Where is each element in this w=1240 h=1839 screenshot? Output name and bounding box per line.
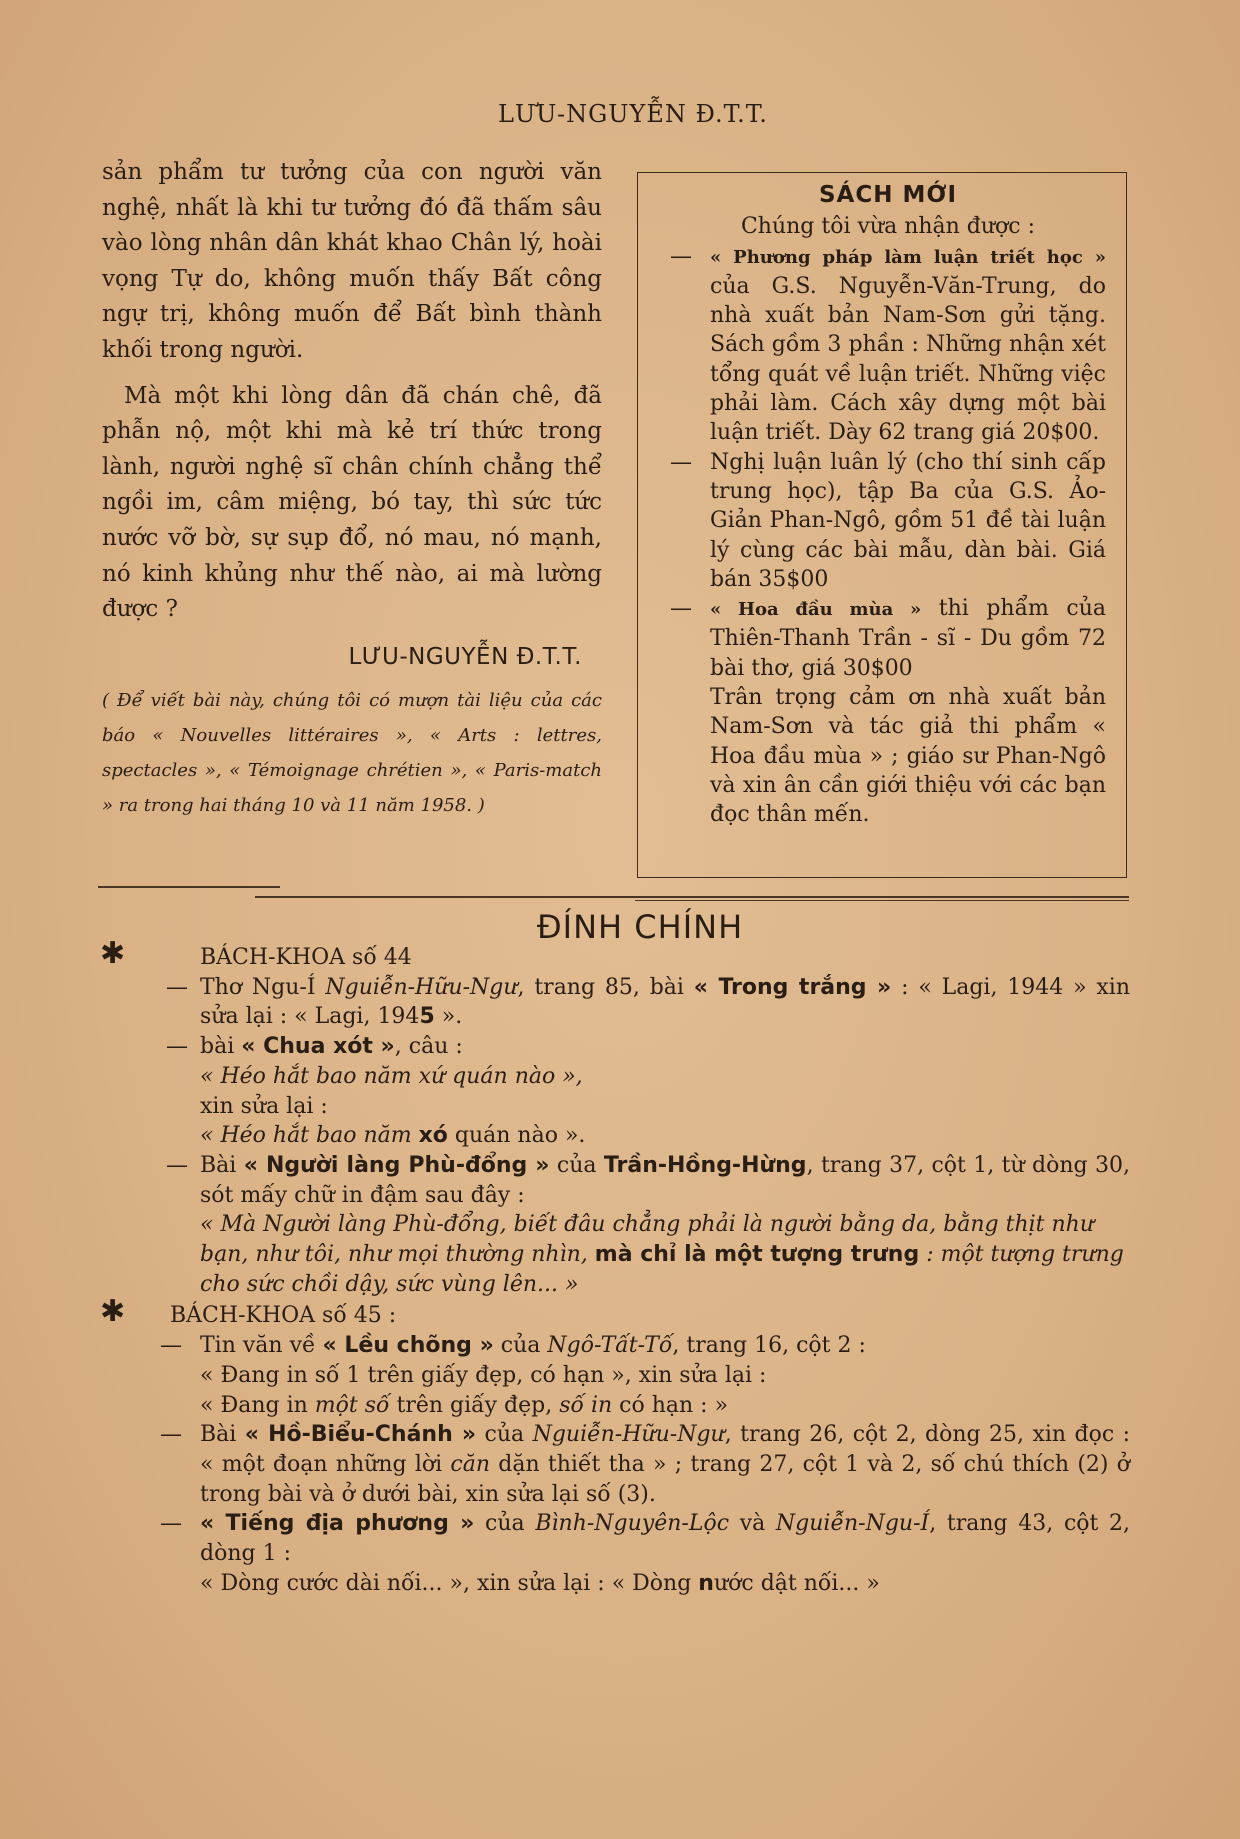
text: : « Lagi, 1944 » xin sửa lại : « Lagi, 194 bbox=[200, 974, 1130, 1030]
text: ước dật nối... » bbox=[713, 1570, 880, 1596]
correction-item bbox=[100, 1509, 1130, 1568]
dash: — bbox=[160, 1422, 182, 1448]
work-title: « Hồ-Biểu-Chánh » bbox=[244, 1422, 477, 1448]
book-item bbox=[670, 242, 1106, 448]
book-text: của G.S. Nguyễn-Văn-Trung, do nhà xuất bản Nam-Sơn gửi tặng. Sách gồm 3 phần : Những nhận xét tổng quát về luận triết. Những việc phải làm. Cách xây dựng một bài luận triết. Dày 62 trang giá 20$00. bbox=[710, 273, 1106, 446]
work-title: « Lều chõng » bbox=[322, 1333, 494, 1359]
text: Tin văn về bbox=[200, 1333, 323, 1359]
text: và bbox=[729, 1511, 776, 1537]
text: trên giấy đẹp, bbox=[389, 1392, 560, 1418]
issue-label: BÁCH-KHOA số 45 : bbox=[170, 1303, 397, 1329]
correction-item bbox=[100, 1420, 1130, 1509]
text: quán nào ». bbox=[447, 1123, 586, 1149]
text: , trang 16, cột 2 : bbox=[672, 1333, 866, 1359]
dash: — bbox=[160, 1333, 182, 1359]
text: của bbox=[549, 1152, 604, 1178]
author: Bình-Nguyên-Lộc bbox=[535, 1511, 730, 1537]
book-item bbox=[670, 594, 1106, 683]
text: , trang 26, cột 2, dòng 25, xin đọc : « một đoạn những lời bbox=[200, 1422, 1131, 1477]
text: , câu : bbox=[394, 1034, 463, 1060]
quote-new bbox=[100, 1391, 1130, 1421]
text: « Đang in số 1 trên giấy đẹp, có hạn », xin sửa lại : bbox=[200, 1362, 767, 1388]
text: xin sửa lại : bbox=[200, 1093, 328, 1119]
text: « Dòng cước dài nối... », xin sửa lại : « Dòng bbox=[200, 1570, 699, 1596]
work-title: « Chua xót » bbox=[241, 1034, 395, 1060]
text: , trang 43, cột 2, dòng 1 : bbox=[200, 1511, 1131, 1567]
text: , trang 37, cột 1, từ dòng 30, sót mấy chữ in đậm sau đây : bbox=[200, 1152, 1131, 1208]
issue-label: BÁCH-KHOA số 44 bbox=[200, 945, 412, 970]
issue-45-heading bbox=[100, 1294, 1130, 1331]
divider-left bbox=[98, 886, 280, 888]
running-header: LƯU-NGUYỄN Đ.T.T. bbox=[498, 100, 768, 128]
star-icon: ✱ bbox=[100, 1294, 126, 1330]
divider-main bbox=[255, 896, 1129, 898]
text: « Mà Người làng Phù-đổng, biết đâu chẳng phải là người bằng da, bằng thịt như bạn, như tôi, như mọi thường nhìn, bbox=[200, 1212, 1095, 1268]
bold-text: xó bbox=[418, 1123, 448, 1149]
author: Nguiễn-Hữu-Ngư bbox=[532, 1422, 725, 1448]
divider-main-thin bbox=[635, 900, 1129, 901]
text: của bbox=[474, 1511, 536, 1537]
bold-text: 5 bbox=[419, 1004, 435, 1030]
quote-new bbox=[100, 1121, 1130, 1151]
text: của bbox=[476, 1422, 533, 1448]
quote-old: « Héo hắt bao năm xứ quán nào », bbox=[200, 1063, 583, 1089]
quote-old bbox=[100, 1361, 1130, 1391]
star-icon: ✱ bbox=[100, 936, 126, 971]
corrections-title: ĐÍNH CHÍNH bbox=[536, 908, 744, 946]
new-books-intro: Chúng tôi vừa nhận được : bbox=[740, 214, 1036, 240]
text: Bài bbox=[200, 1422, 245, 1448]
text: của bbox=[493, 1333, 548, 1359]
correction-item bbox=[100, 1331, 1130, 1361]
dash: — bbox=[166, 1152, 188, 1178]
new-books-title: SÁCH MỚI bbox=[818, 182, 958, 208]
work-title: « Người làng Phù-đổng » bbox=[243, 1152, 550, 1178]
italic-text: căn bbox=[450, 1451, 491, 1477]
book-text: Nghị luận luân lý (cho thí sinh cấp trung học), tập Ba của G.S. Ảo-Giản Phan-Ngô, gồm 51 đề tài luận lý cùng các bài mẫu, dàn bài. Giá bán 35$00 bbox=[710, 449, 1106, 592]
quote-fix bbox=[100, 1569, 1130, 1599]
book-title: « Phương pháp làm luận triết học » bbox=[710, 246, 1106, 268]
correction-item bbox=[100, 973, 1130, 1032]
text: dặn thiết tha » ; trang 27, cột 1 và 2, số chú thích (2) ở trong bài và ở dưới bài, xin sửa lại số (3). bbox=[200, 1451, 1130, 1507]
left-column bbox=[102, 155, 602, 823]
correction-item bbox=[100, 1151, 1130, 1210]
text: « Đang in bbox=[200, 1392, 315, 1418]
dash: — bbox=[670, 449, 692, 475]
author: Nguiễn-Hữu-Ngư bbox=[325, 974, 518, 1000]
issue-44-heading bbox=[100, 936, 1130, 973]
correction-item bbox=[100, 1032, 1130, 1062]
text: có hạn : » bbox=[612, 1392, 729, 1418]
dash: — bbox=[670, 243, 692, 269]
dash: — bbox=[670, 596, 692, 622]
corrections-section bbox=[100, 936, 1131, 1598]
source-note: ( Để viết bài này, chúng tôi có mượn tài liệu của các báo « Nouvelles littéraires », « Arts : lettres, spectacles », « Témoignage chrétien », « Paris-match » ra trong hai tháng 10 và 11 năm 1958. ) bbox=[102, 690, 602, 817]
author: Trần-Hồng-Hừng bbox=[603, 1152, 807, 1178]
new-books-box bbox=[637, 172, 1127, 878]
closing-text bbox=[670, 683, 1106, 829]
book-text: thi phẩm của Thiên-Thanh Trần - sĩ - Du gồm 72 bài thơ, giá 30$00 bbox=[710, 596, 1106, 681]
text: « Héo hắt bao năm bbox=[200, 1123, 419, 1149]
paragraph-2: Mà một khi lòng dân đã chán chê, đã phẫn nộ, một khi mà kẻ trí thức trong lành, người nghệ sĩ chân chính chẳng thể ngồi im, câm miệng, bó tay, thì sức tức nước vỡ bờ, sự sụp đổ, nó mau, nó mạnh, nó kinh khủng như thế nào, ai mà lường được ? bbox=[102, 382, 602, 623]
text: bài bbox=[200, 1034, 242, 1060]
italic-text: một số bbox=[314, 1392, 390, 1418]
text: Thơ Ngu-Í bbox=[200, 974, 326, 1000]
dash: — bbox=[166, 1034, 188, 1060]
book-title: « Hoa đầu mùa » bbox=[710, 599, 922, 621]
text: Bài bbox=[200, 1152, 244, 1178]
closing-sentence: Trân trọng cảm ơn nhà xuất bản Nam-Sơn và tác giả thi phẩm « Hoa đầu mùa » ; giáo sư Phan-Ngô và xin ân cần giới thiệu với các bạn đọc thân mến. bbox=[710, 685, 1106, 828]
italic-text: số in bbox=[559, 1392, 613, 1418]
quote-block bbox=[100, 1210, 1130, 1299]
text: , trang 85, bài bbox=[517, 974, 694, 1000]
author: Nguiễn-Ngu-Í bbox=[775, 1511, 930, 1537]
dash: — bbox=[160, 1511, 182, 1537]
paragraph-1: sản phẩm tư tưởng của con người văn nghệ, nhất là khi tư tưởng đó đã thấm sâu vào lòng nhân dân khát khao Chân lý, hoài vọng Tự do, không muốn thấy Bất công ngự trị, không muốn để Bất bình thành khối trong người. bbox=[102, 159, 602, 363]
work-title: « Tiếng địa phương » bbox=[200, 1511, 475, 1537]
book-item bbox=[670, 448, 1106, 594]
author-signature: LƯU-NGUYỄN Đ.T.T. bbox=[348, 643, 582, 670]
bold-text: mà chỉ là một tượng trưng bbox=[594, 1242, 920, 1268]
fix-label bbox=[100, 1092, 1130, 1122]
author: Ngô-Tất-Tố bbox=[547, 1333, 673, 1359]
work-title: « Trong trắng » bbox=[693, 974, 892, 1000]
text: ». bbox=[434, 1004, 463, 1030]
dash: — bbox=[166, 974, 188, 1000]
text: : một tượng trưng cho sức chồi dậy, sức vùng lên... » bbox=[200, 1242, 1124, 1297]
bold-text: n bbox=[698, 1570, 714, 1596]
